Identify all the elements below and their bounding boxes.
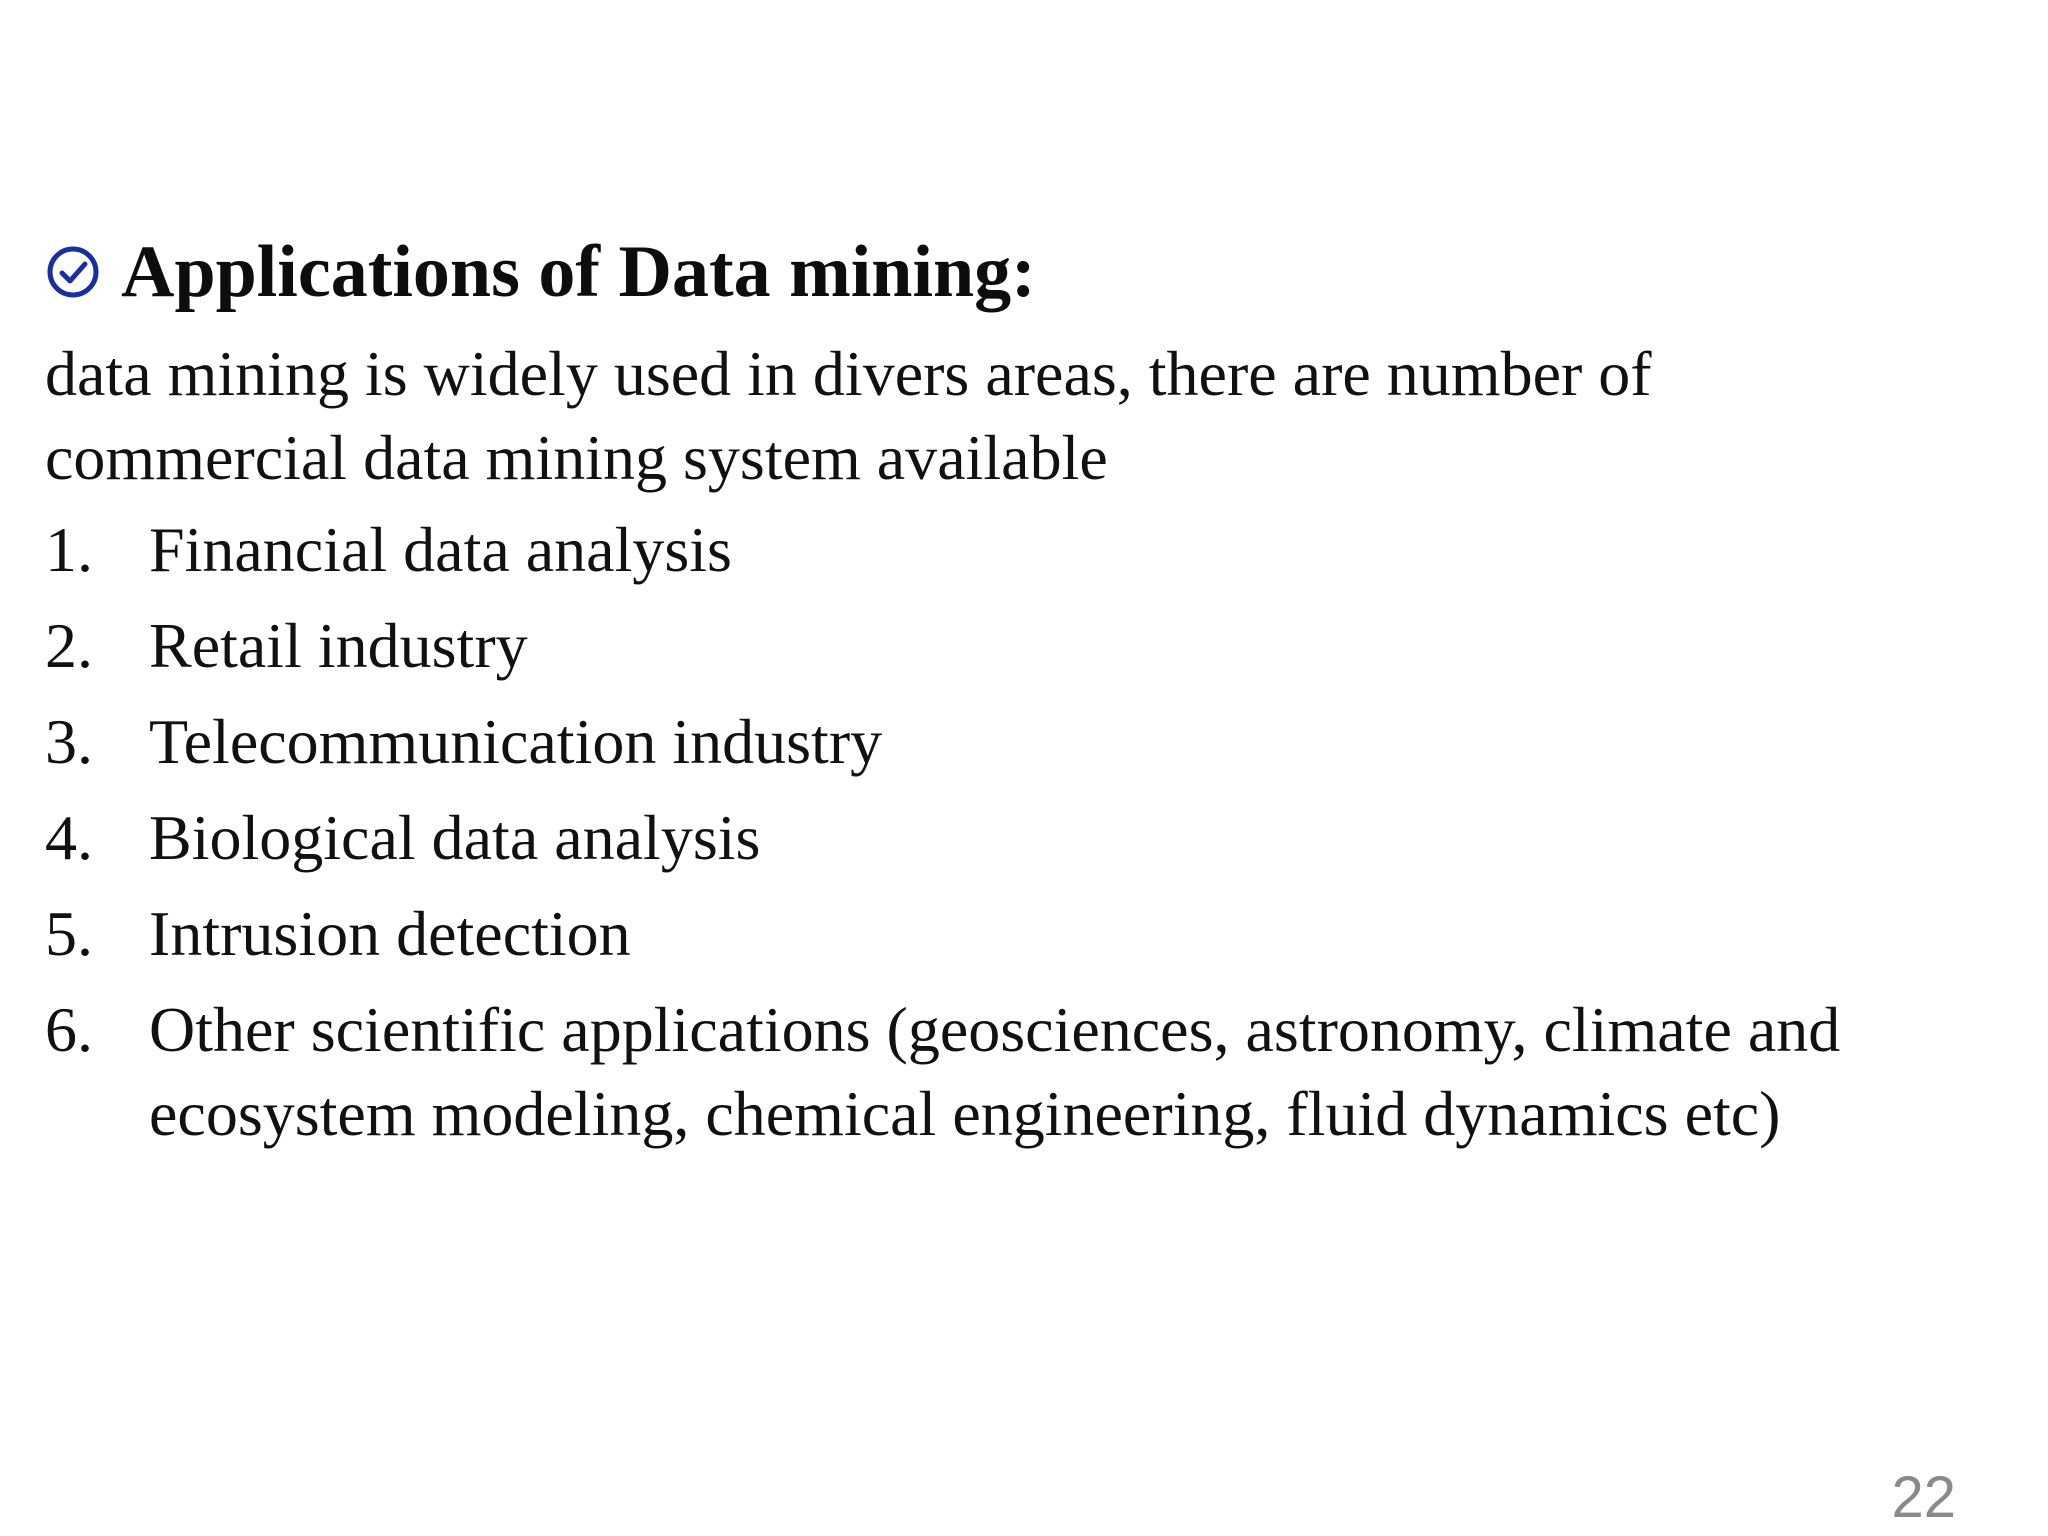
check-circle-icon	[45, 244, 101, 300]
list-item-number: 2.	[45, 610, 93, 681]
list-item-text	[149, 796, 2025, 880]
list-item-number: 4.	[45, 802, 93, 873]
list-item	[45, 604, 2025, 688]
list-item	[45, 796, 2025, 880]
list-item-number: 3.	[45, 706, 93, 777]
slide-heading-row	[45, 228, 1036, 316]
list-item	[45, 700, 2025, 784]
intro-paragraph	[45, 332, 1945, 500]
list-item	[45, 988, 2025, 1156]
list-item-number: 6.	[45, 994, 93, 1065]
list-item-number: 5.	[45, 898, 93, 969]
list-item-text	[149, 508, 2025, 592]
intro-line: commercial data mining system available	[45, 422, 1108, 493]
list-item-line: Financial data analysis	[149, 514, 732, 585]
slide-title: Applications of Data mining:	[121, 231, 1036, 313]
list-item-line: Telecommunication industry	[149, 706, 883, 777]
list-item-line: Retail industry	[149, 610, 528, 681]
page-number: 22	[1891, 1465, 1956, 1530]
list-item-line: Biological data analysis	[149, 802, 761, 873]
list-item-text	[149, 892, 2025, 976]
list-item-line: Other scientific applications (geosciences, astronomy, climate and	[149, 994, 1841, 1065]
list-item-number: 1.	[45, 514, 93, 585]
intro-line: data mining is widely used in divers areas, there are number of	[45, 338, 1652, 409]
list-item-line: Intrusion detection	[149, 898, 631, 969]
list-item	[45, 508, 2025, 592]
list-item-text	[149, 604, 2025, 688]
applications-list	[45, 508, 2025, 1168]
list-item-text	[149, 700, 2025, 784]
list-item-text	[149, 988, 2025, 1156]
list-item-line: ecosystem modeling, chemical engineering, fluid dynamics etc)	[149, 1078, 1781, 1149]
list-item	[45, 892, 2025, 976]
